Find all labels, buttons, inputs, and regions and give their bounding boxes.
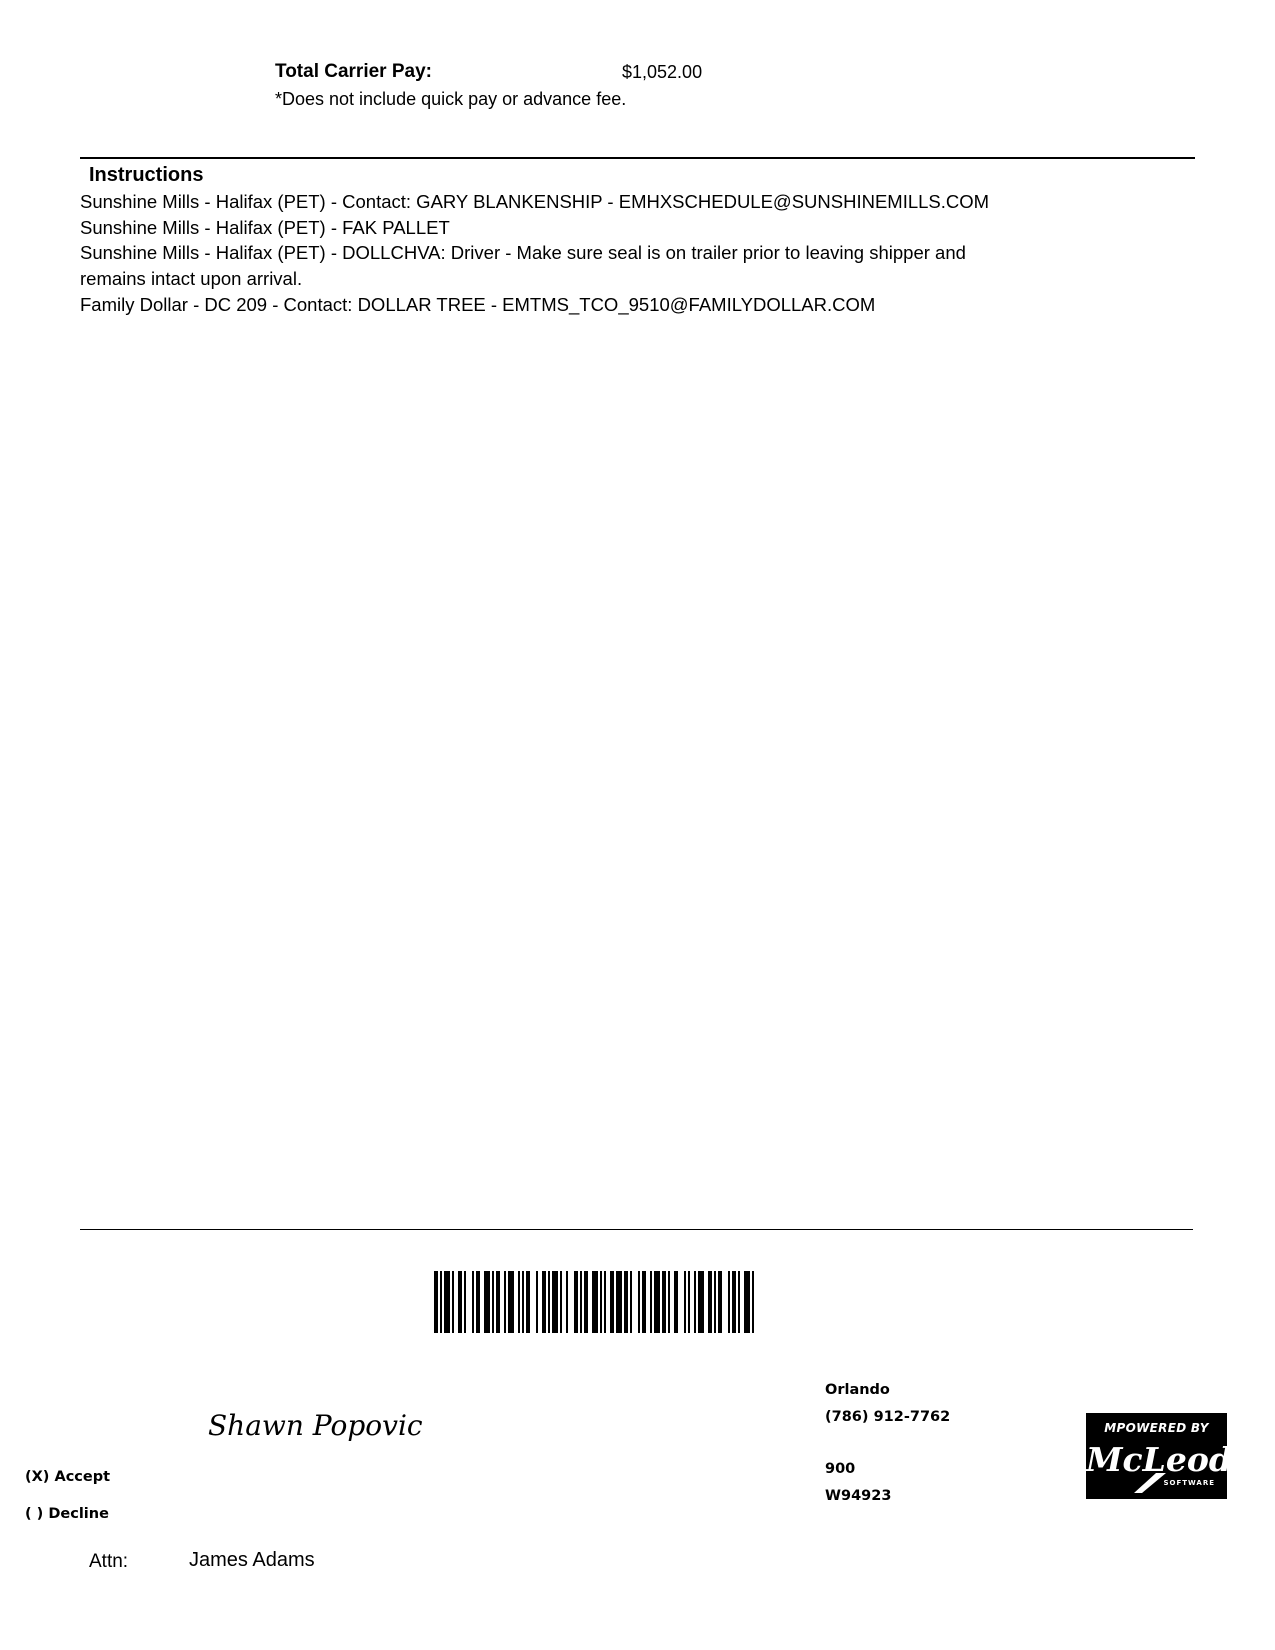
instruction-line: remains intact upon arrival. — [80, 268, 303, 290]
logo-sub: SOFTWARE — [1163, 1479, 1215, 1487]
instruction-line: Sunshine Mills - Halifax (PET) - DOLLCHVA: Driver - Make sure seal is on trailer prior to leaving shipper and — [80, 242, 966, 264]
decline-option[interactable]: ( ) Decline — [25, 1506, 109, 1522]
logo-brand: McLeod — [1086, 1440, 1232, 1479]
divider-top — [80, 157, 1195, 159]
mcleod-logo — [1086, 1413, 1232, 1499]
instruction-line: Sunshine Mills - Halifax (PET) - Contact: GARY BLANKENSHIP - EMHXSCHEDULE@SUNSHINEMILLS.COM — [80, 191, 990, 212]
total-carrier-pay-amount: $1,052.00 — [622, 62, 703, 82]
divider-bottom — [80, 1229, 1193, 1230]
office-city: Orlando — [825, 1382, 890, 1398]
total-carrier-pay-label: Total Carrier Pay: — [275, 61, 432, 82]
attn-label: Attn: — [89, 1551, 129, 1572]
barcode — [434, 1271, 868, 1333]
instruction-line: Sunshine Mills - Halifax (PET) - FAK PALLET — [80, 216, 450, 238]
accept-option[interactable]: (X) Accept — [25, 1469, 111, 1485]
instructions-list — [80, 189, 1160, 318]
office-id: W94923 — [825, 1488, 892, 1504]
signature: Shawn Popovic — [208, 1409, 423, 1442]
instructions-heading: Instructions — [89, 164, 204, 186]
attn-name: James Adams — [189, 1549, 315, 1571]
instruction-line: Family Dollar - DC 209 - Contact: DOLLAR TREE - EMTMS_TCO_9510@FAMILYDOLLAR.COM — [80, 293, 876, 315]
office-phone: (786) 912-7762 — [825, 1409, 951, 1425]
office-code: 900 — [825, 1461, 856, 1477]
logo-tagline: MPOWERED BY — [1104, 1421, 1209, 1435]
pay-note: *Does not include quick pay or advance fee. — [275, 89, 627, 109]
